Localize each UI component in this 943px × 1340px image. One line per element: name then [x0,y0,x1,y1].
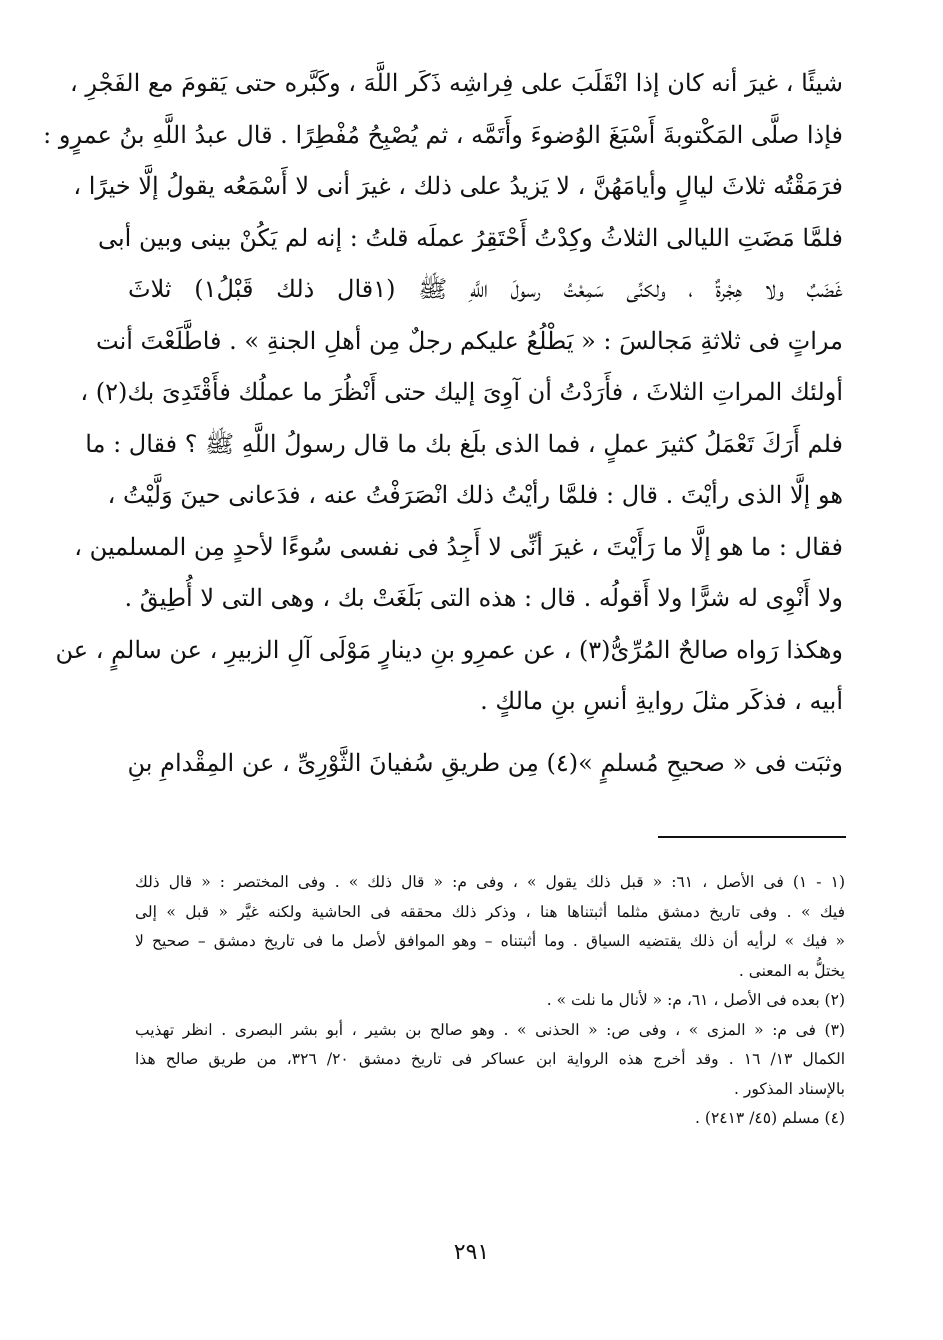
footnotes-block [135,868,845,1134]
footnote-line: بالإسناد المذكور . [734,1079,845,1098]
footnote-line: (١ - ١) فى الأصل ، ٦١: « قبل ذلك يقول » ، وفى م: « قال ذلك » . وفى المختصر : « قال ذلك [135,873,846,891]
footnote-line: « فيك » لرأيه أن ذلك يقتضيه السياق . وما أثبتناه – وهو الموافق لأصل ما فى تاريخ دمشق – صحيح لا [135,932,845,950]
page-number: ٢٩١ [453,1240,490,1265]
text-line: فرَمَقْتُه ثلاثَ ليالٍ وأيامَهُنَّ ، لا يَزيدُ على ذلك ، غيرَ أنى لا أَسْمَعُه يقولُ إلَّا خيرًا ، [73,172,843,200]
text-line: هو إلَّا الذى رأيْتَ . قال : فلمَّا رأيْتُ ذلك انْصَرَفْتُ عنه ، فدَعانى حينَ وَلَّيْتُ ، [107,481,843,509]
text-line: مراتٍ فى ثلاثةِ مَجالسَ : « يَطْلُعُ عليكم رجلٌ مِن أهلِ الجنةِ » . فاطَّلَعْتَ أنت [96,326,843,355]
text-line: فإذا صلَّى المَكْتوبةَ أَسْبَغَ الوُضوءَ وأَتَمَّه ، ثم يُصْبِحُ مُفْطِرًا . قال عبدُ اللَّهِ بنُ عمرٍو : [43,120,843,149]
text-line: وثبَت فى « صحيحِ مُسلمٍ »(٤) مِن طريقِ سُفيانَ الثَّوْرِىِّ ، عن المِقْدامِ بنِ [127,748,843,777]
text-line: غَضَبٌ ولا هِجْرةٌ ، ولكنِّى سَمِعْتُ رسولَ اللَّهِ ﷺ (١قال ذلك قَبْلُ١) ثلاثَ [128,275,843,303]
text-line: شيئًا ، غيرَ أنه كان إذا انْقَلَبَ على فِراشِه ذَكَر اللَّهَ ، وكَبَّره حتى يَقومَ مع الفَجْرِ ، [70,69,843,97]
text-line: أبيه ، فذكَر مثلَ روايةِ أنسِ بنِ مالكٍ . [480,687,843,715]
text-line: فلمَّا مَضَتِ الليالى الثلاثُ وكِدْتُ أَحْتَقِرُ عملَه قلتُ : إنه لم يَكُنْ بينى وبين أبى [98,223,843,252]
text-line: وهكذا رَواه صالحٌ المُرِّىُّ(٣) ، عن عمرِو بنِ دينارٍ مَوْلَى آلِ الزبيرِ ، عن سالمٍ ، عن [55,635,843,664]
footnote-line: (٣) فى م: « المزى » ، وفى ص: « الحذنى » . وهو صالح بن بشير ، أبو بشر البصرى . انظر تهذيب [135,1020,845,1039]
footnote-line: (٢) بعده فى الأصل ، ٦١، م: « لأنال ما نلت » . [546,991,845,1009]
footnote-separator [658,836,846,838]
footnote-line: (٤) مسلم (٤٥/ ٢٤١٣) . [695,1109,845,1127]
footnote-line: فيك » . وفى تاريخ دمشق مثلما أثبتناها هنا ، وذكر ذلك محققه فى الحاشية ولكنه غيَّر « قبل » إلى [135,902,845,921]
main-text-block [43,58,843,789]
text-line: فقال : ما هو إلَّا ما رَأَيْتَ ، غيرَ أنِّى لا أَجِدُ فى نفسى سُوءًا لأحدٍ مِن المسلمين ، [74,532,843,561]
text-line: ولا أَنْوِى له شرًّا ولا أَقولُه . قال : هذه التى بَلَغَتْ بك ، وهى التى لا أُطِيقُ . [124,584,843,612]
text-line: فلم أَرَكَ تَعْمَلُ كثيرَ عملٍ ، فما الذى بلَغ بك ما قال رسولُ اللَّهِ ﷺ ؟ فقال : ما [85,429,843,458]
text-line: أولئك المراتِ الثلاثَ ، فأَرَدْتُ أن آوِىَ إليك حتى أَنْظُرَ ما عملُك فأَقْتَدِىَ بك(٢) ، [80,378,843,406]
footnote-line: يختلُّ به المعنى . [738,961,845,980]
footnote-line: الكمال ١٣/ ١٦ . وقد أخرج هذه الرواية ابن عساكر فى تاريخ دمشق ٢٠/ ٣٢٦، من طريق صالح هذا [135,1050,846,1068]
